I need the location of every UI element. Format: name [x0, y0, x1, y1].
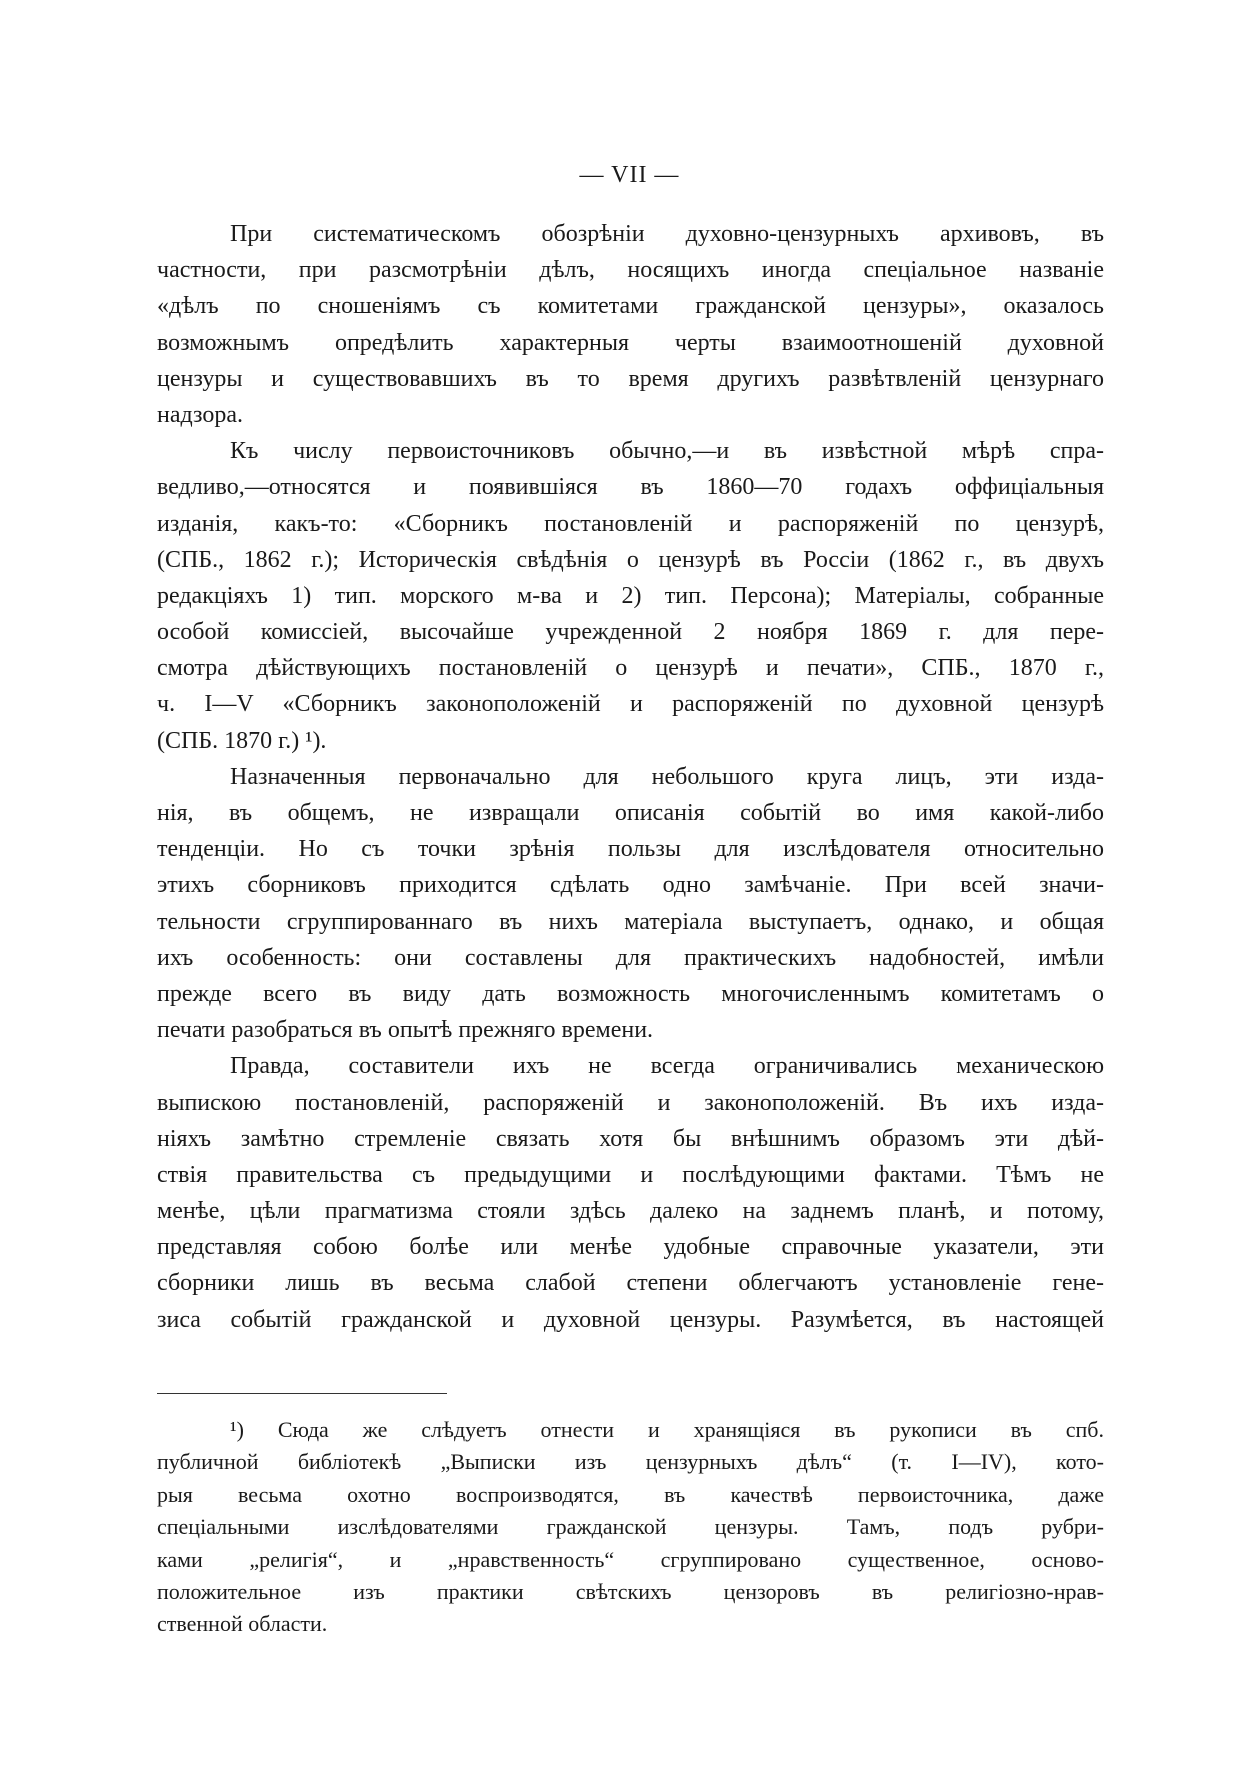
text-line: ведливо,—относятся и появившіяся въ 1860—70 годахъ оффиціальныя: [157, 474, 1104, 501]
footnote-divider: [157, 1393, 447, 1394]
text-line: Назначенныя первоначально для небольшого круга лицъ, эти изда-: [230, 763, 1104, 790]
text-line: выпискою постановленій, распоряженій и законоположеній. Въ ихъ изда-: [157, 1089, 1104, 1116]
paragraph-4: [157, 1048, 1104, 1338]
text-line: ихъ особенность: они составлены для практическихъ надобностей, имѣли: [157, 944, 1104, 971]
text-line: Къ числу первоисточниковъ обычно,—и въ извѣстной мѣрѣ спра-: [230, 438, 1104, 465]
text-line: представляя собою болѣе или менѣе удобные справочные указатели, эти: [157, 1234, 1104, 1261]
page-number: — VII —: [579, 162, 680, 188]
text-line: надзора.: [157, 401, 243, 428]
footnote-line: ственной области.: [157, 1611, 328, 1637]
text-line: менѣе, цѣли прагматизма стояли здѣсь далеко на заднемъ планѣ, и потому,: [157, 1198, 1104, 1225]
paragraph-2: [157, 433, 1104, 759]
text-line: ч. I—V «Сборникъ законоположеній и распоряженій по духовной цензурѣ: [157, 691, 1104, 718]
text-line: «дѣлъ по сношеніямъ съ комитетами гражданской цензуры», оказалось: [157, 293, 1104, 320]
body-text: [157, 216, 1104, 1338]
text-line: печати разобраться въ опытѣ прежняго времени.: [157, 1017, 654, 1044]
text-line: Правда, составители ихъ не всегда ограничивались механическою: [230, 1053, 1104, 1080]
paragraph-3: [157, 759, 1104, 1049]
paragraph-1: [157, 216, 1104, 433]
text-line: тельности сгруппированнаго въ нихъ матеріала выступаетъ, однако, и общая: [157, 908, 1104, 935]
text-line: тенденціи. Но съ точки зрѣнія пользы для изслѣдователя относительно: [157, 836, 1104, 863]
text-line: частности, при разсмотрѣніи дѣлъ, носящихъ иногда спеціальное названіе: [157, 257, 1104, 284]
footnote: [157, 1414, 1104, 1641]
text-line: особой комиссіей, высочайше учрежденной 2 ноября 1869 г. для пере-: [157, 619, 1104, 646]
text-line: этихъ сборниковъ приходится сдѣлать одно замѣчаніе. При всей значи-: [157, 872, 1104, 899]
text-line: изданія, какъ-то: «Сборникъ постановленій и распоряженій по цензурѣ,: [157, 510, 1104, 537]
footnote-line: ками „религія“, и „нравственность“ сгруппировано существенное, осново-: [157, 1546, 1104, 1572]
text-line: возможнымъ опредѣлить характерныя черты взаимоотношеній духовной: [157, 329, 1104, 356]
text-line: зиса событій гражданской и духовной цензуры. Разумѣется, въ настоящей: [157, 1306, 1104, 1333]
footnote-line: ¹) Сюда же слѣдуетъ отнести и хранящіяся въ рукописи въ спб.: [230, 1417, 1104, 1442]
text-line: цензуры и существовавшихъ въ то время другихъ развѣтвленій цензурнаго: [157, 365, 1104, 392]
footnote-line: спеціальными изслѣдователями гражданской цензуры. Тамъ, подъ рубри-: [157, 1514, 1104, 1540]
footnote-line: рыя весьма охотно воспроизводятся, въ качествѣ первоисточника, даже: [157, 1481, 1104, 1507]
text-line: (СПБ. 1870 г.) ¹).: [157, 727, 327, 754]
text-line: При систематическомъ обозрѣніи духовно-цензурныхъ архивовъ, въ: [230, 221, 1104, 247]
text-line: прежде всего въ виду дать возможность многочисленнымъ комитетамъ о: [157, 980, 1104, 1007]
footnote-line: положительное изъ практики свѣтскихъ цензоровъ въ религіозно-нрав-: [157, 1578, 1104, 1604]
text-line: редакціяхъ 1) тип. морского м-ва и 2) тип. Персона); Матеріалы, собранные: [157, 582, 1104, 609]
text-line: ніяхъ замѣтно стремленіе связать хотя бы внѣшнимъ образомъ эти дѣй-: [157, 1125, 1104, 1152]
text-line: смотра дѣйствующихъ постановленій о цензурѣ и печати», СПБ., 1870 г.,: [157, 655, 1104, 682]
text-line: нія, въ общемъ, не извращали описанія событій во имя какой-либо: [157, 800, 1104, 826]
text-line: (СПБ., 1862 г.); Историческія свѣдѣнія о цензурѣ въ Россіи (1862 г., въ двухъ: [157, 546, 1104, 573]
text-line: ствія правительства съ предыдущими и послѣдующими фактами. Тѣмъ не: [157, 1161, 1104, 1188]
footnote-line: публичной библіотекѣ „Выписки изъ цензурныхъ дѣлъ“ (т. I—IV), кото-: [157, 1449, 1104, 1475]
text-line: сборники лишь въ весьма слабой степени облегчаютъ установленіе гене-: [157, 1270, 1104, 1297]
